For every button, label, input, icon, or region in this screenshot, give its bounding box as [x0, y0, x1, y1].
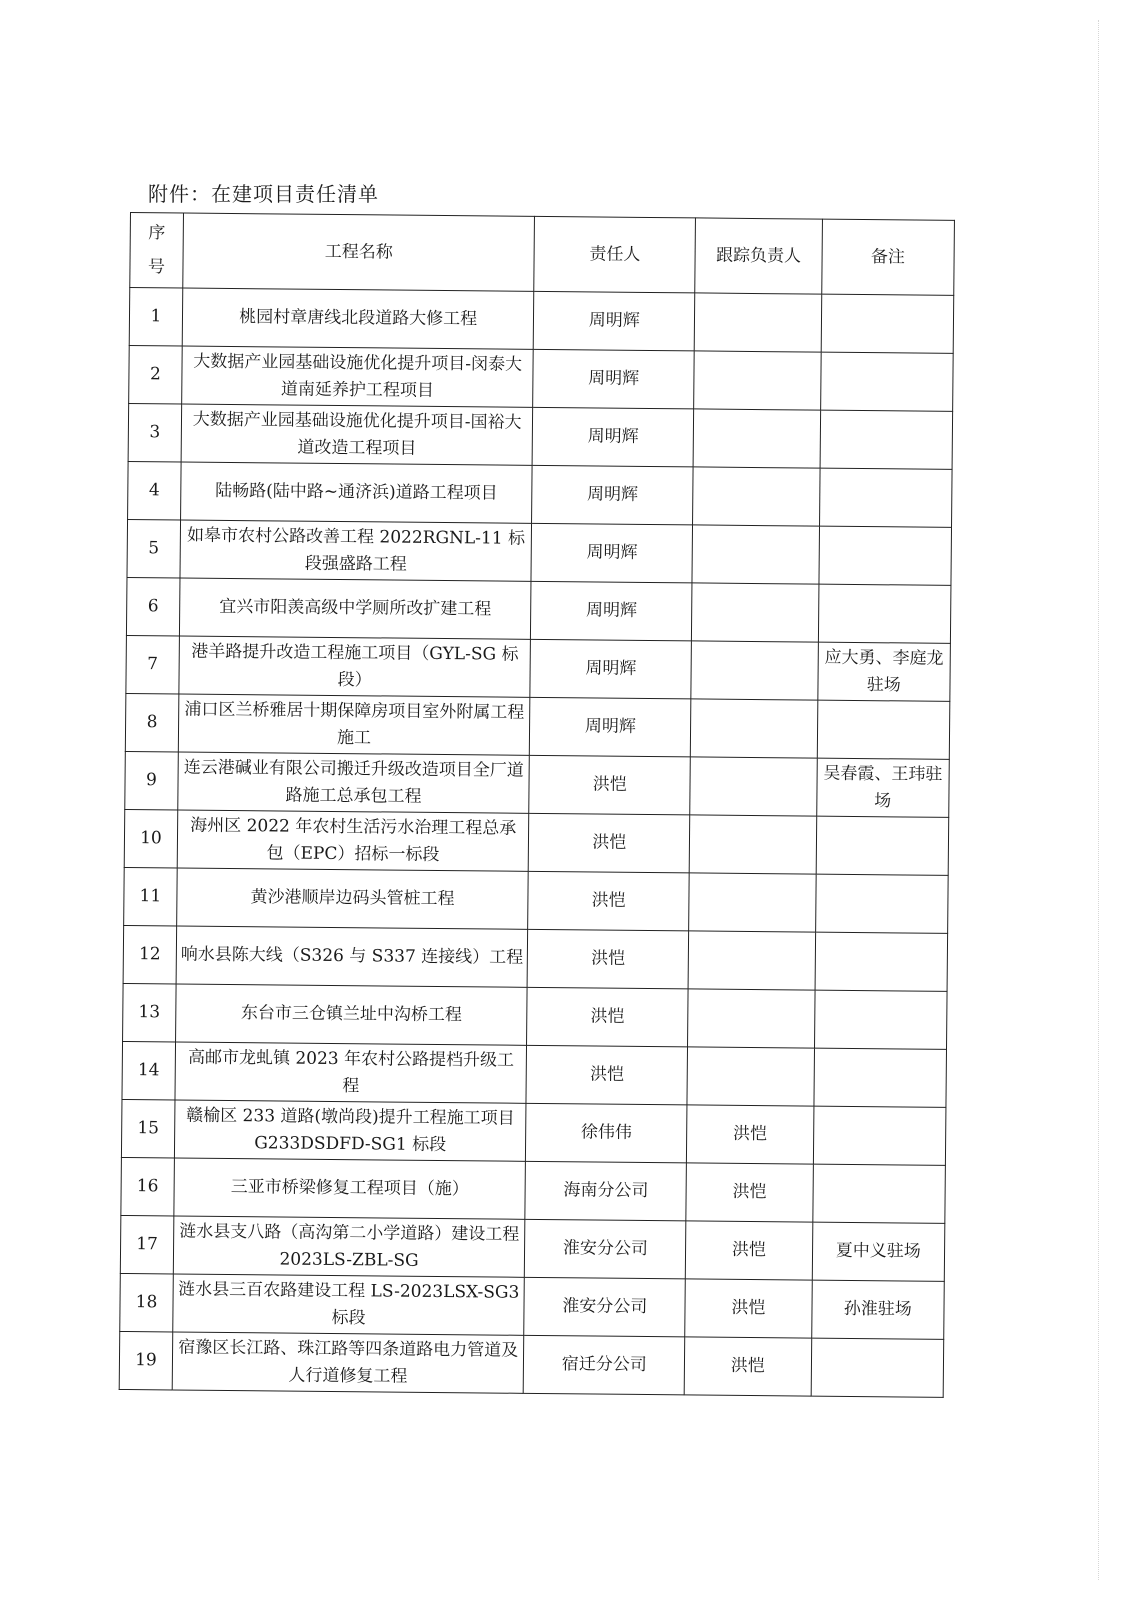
row-tracking-person — [692, 525, 819, 584]
row-remarks — [818, 584, 951, 643]
row-responsible-person: 洪恺 — [528, 871, 689, 931]
row-responsible-person: 海南分公司 — [525, 1161, 686, 1221]
row-remarks — [811, 1338, 944, 1397]
header-project-name: 工程名称 — [183, 213, 535, 291]
row-project-name: 赣榆区 233 道路(墩尚段)提升工程施工项目 G233DSDFD-SG1 标段 — [174, 1100, 526, 1161]
row-tracking-person — [693, 467, 820, 526]
table-row — [125, 751, 950, 817]
table-row — [129, 288, 954, 354]
row-tracking-person — [687, 1047, 814, 1106]
row-tracking-person: 洪恺 — [684, 1337, 811, 1396]
row-remarks: 应大勇、李庭龙驻场 — [817, 642, 950, 701]
row-tracking-person — [693, 409, 820, 468]
row-serial-number: 10 — [124, 809, 178, 868]
row-serial-number: 17 — [120, 1215, 174, 1274]
row-remarks — [815, 932, 948, 991]
project-responsibility-table — [119, 212, 955, 1398]
row-project-name: 响水县陈大线（S326 与 S337 连接线）工程 — [176, 926, 528, 987]
table-row — [123, 983, 948, 1049]
table-row — [124, 867, 949, 933]
row-serial-number: 11 — [124, 867, 178, 926]
table-row — [128, 461, 953, 527]
row-serial-number: 18 — [120, 1273, 174, 1332]
table-row — [122, 1041, 947, 1107]
row-serial-number: 8 — [125, 693, 179, 752]
row-responsible-person: 周明辉 — [532, 465, 693, 525]
row-remarks — [819, 468, 952, 527]
row-serial-number: 6 — [126, 577, 180, 636]
row-responsible-person: 淮安分公司 — [525, 1219, 686, 1279]
row-remarks: 孙淮驻场 — [811, 1280, 944, 1339]
row-project-name: 涟水县支八路（高沟第二小学道路）建设工程 2023LS-ZBL-SG — [173, 1216, 525, 1277]
row-tracking-person: 洪恺 — [686, 1163, 813, 1222]
row-serial-number: 1 — [129, 288, 183, 347]
table-row — [126, 577, 951, 643]
header-responsible-person: 责任人 — [534, 216, 696, 293]
row-responsible-person: 周明辉 — [530, 639, 691, 699]
header-tracking-person: 跟踪负责人 — [695, 218, 822, 294]
table-row — [121, 1099, 946, 1165]
header-serial-line1: 序 — [148, 223, 166, 244]
row-responsible-person: 洪恺 — [529, 755, 690, 815]
row-remarks — [820, 410, 953, 469]
row-responsible-person: 洪恺 — [527, 987, 688, 1047]
row-remarks: 夏中义驻场 — [812, 1222, 945, 1281]
row-tracking-person: 洪恺 — [685, 1279, 812, 1338]
row-project-name: 海州区 2022 年农村生活污水治理工程总承包（EPC）招标一标段 — [177, 810, 529, 871]
row-serial-number: 15 — [121, 1099, 175, 1158]
table-row — [126, 635, 951, 701]
row-project-name: 大数据产业园基础设施优化提升项目-国裕大道改造工程项目 — [181, 404, 533, 465]
row-remarks — [821, 294, 954, 353]
row-remarks — [814, 1048, 947, 1107]
row-remarks: 吴春霞、王玮驻场 — [816, 758, 949, 817]
table-row — [128, 403, 953, 469]
row-responsible-person: 周明辉 — [531, 523, 692, 583]
table-body — [119, 288, 954, 1398]
row-project-name: 宜兴市阳羡高级中学厕所改扩建工程 — [179, 578, 531, 639]
row-responsible-person: 徐伟伟 — [526, 1103, 687, 1163]
row-remarks — [813, 1106, 946, 1165]
row-responsible-person: 淮安分公司 — [524, 1277, 685, 1337]
row-tracking-person — [689, 873, 816, 932]
table-header-row — [130, 213, 955, 296]
table-row — [125, 693, 950, 759]
page-edge-line — [1098, 20, 1099, 1580]
row-project-name: 黄沙港顺岸边码头管桩工程 — [177, 868, 529, 929]
row-tracking-person — [694, 293, 821, 352]
row-serial-number: 7 — [126, 635, 180, 694]
row-responsible-person: 周明辉 — [531, 581, 692, 641]
row-serial-number: 19 — [119, 1331, 173, 1390]
table-row — [119, 1331, 944, 1397]
header-serial-number — [130, 213, 184, 289]
row-responsible-person: 洪恺 — [526, 1045, 687, 1105]
row-project-name: 大数据产业园基础设施优化提升项目-闵泰大道南延养护工程项目 — [182, 346, 534, 407]
row-project-name: 高邮市龙虬镇 2023 年农村公路提档升级工程 — [175, 1042, 527, 1103]
row-project-name: 三亚市桥梁修复工程项目（施） — [174, 1158, 526, 1219]
table-row — [124, 809, 949, 875]
row-serial-number: 3 — [128, 403, 182, 462]
row-project-name: 涟水县三百农路建设工程 LS-2023LSX-SG3 标段 — [173, 1274, 525, 1335]
row-remarks — [812, 1164, 945, 1223]
row-remarks — [817, 700, 950, 759]
row-serial-number: 4 — [128, 461, 182, 520]
row-responsible-person: 周明辉 — [534, 291, 695, 351]
row-tracking-person — [691, 699, 818, 758]
row-remarks — [820, 352, 953, 411]
row-responsible-person: 宿迁分公司 — [524, 1335, 685, 1395]
row-project-name: 宿豫区长江路、珠江路等四条道路电力管道及人行道修复工程 — [172, 1332, 524, 1393]
row-serial-number: 2 — [129, 345, 183, 404]
table-row — [127, 519, 952, 585]
row-tracking-person: 洪恺 — [686, 1221, 813, 1280]
row-project-name: 浦口区兰桥雅居十期保障房项目室外附属工程施工 — [178, 694, 530, 755]
row-project-name: 陆畅路(陆中路~通济浜)道路工程项目 — [180, 462, 532, 523]
row-responsible-person: 洪恺 — [527, 929, 688, 989]
row-project-name: 港羊路提升改造工程施工项目（GYL-SG 标段） — [179, 636, 531, 697]
table-row — [129, 345, 954, 411]
row-tracking-person: 洪恺 — [687, 1105, 814, 1164]
row-tracking-person — [692, 583, 819, 642]
row-serial-number: 16 — [121, 1157, 175, 1216]
row-remarks — [816, 816, 949, 875]
header-remarks: 备注 — [821, 219, 954, 295]
table-row — [120, 1215, 945, 1281]
table-row — [121, 1157, 946, 1223]
row-responsible-person: 周明辉 — [533, 349, 694, 409]
row-remarks — [815, 874, 948, 933]
row-serial-number: 12 — [123, 925, 177, 984]
row-tracking-person — [691, 641, 818, 700]
table-row — [123, 925, 948, 991]
row-project-name: 桃园村章唐线北段道路大修工程 — [182, 288, 534, 349]
row-tracking-person — [688, 931, 815, 990]
row-responsible-person: 周明辉 — [530, 697, 691, 757]
row-serial-number: 9 — [125, 751, 179, 810]
row-project-name: 连云港碱业有限公司搬迁升级改造项目全厂道路施工总承包工程 — [178, 752, 530, 813]
row-tracking-person — [689, 815, 816, 874]
row-serial-number: 14 — [122, 1041, 176, 1100]
row-remarks — [814, 990, 947, 1049]
table-row — [120, 1273, 945, 1339]
row-serial-number: 13 — [123, 983, 177, 1042]
row-project-name: 东台市三仓镇兰址中沟桥工程 — [175, 984, 527, 1045]
document-title: 附件：在建项目责任清单 — [148, 182, 379, 206]
header-serial-line2: 号 — [147, 257, 166, 278]
row-remarks — [819, 526, 952, 585]
row-tracking-person — [688, 989, 815, 1048]
row-tracking-person — [690, 757, 817, 816]
row-project-name: 如皋市农村公路改善工程 2022RGNL-11 标段强盛路工程 — [180, 520, 532, 581]
row-tracking-person — [694, 351, 821, 410]
row-responsible-person: 周明辉 — [532, 407, 693, 467]
row-responsible-person: 洪恺 — [529, 813, 690, 873]
row-serial-number: 5 — [127, 519, 181, 578]
